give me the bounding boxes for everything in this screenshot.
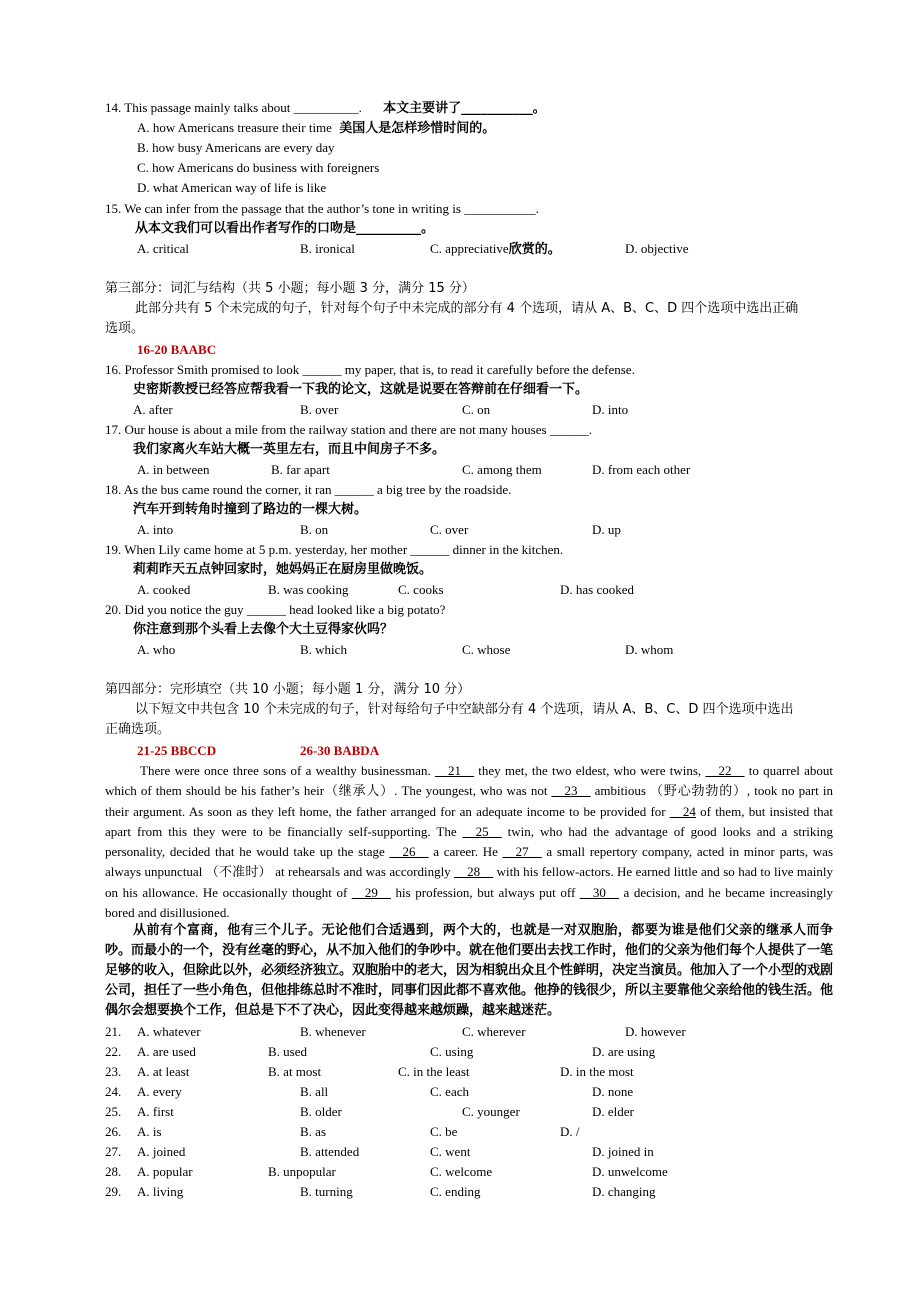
q17-option-d: D. from each other: [592, 462, 691, 477]
q19-option-d: D. has cooked: [560, 582, 635, 597]
part4-answer-key-1: 21-25 BBCCD: [137, 743, 217, 758]
q21-option-d: D. however: [625, 1024, 686, 1039]
q14-option-a: A. how Americans treasure their time 美国人是怎样珍惜时间的。: [137, 120, 496, 136]
q22-option-c: C. using: [430, 1044, 474, 1059]
q21-option-a: A. whatever: [137, 1024, 201, 1039]
q19-option-b: B. was cooking: [268, 582, 349, 597]
blank-25: __25__: [462, 824, 502, 839]
q20-option-d: D. whom: [625, 642, 674, 657]
option-row-23: 23.: [105, 1064, 122, 1079]
part4-instructions: 以下短文中共包含 10 个未完成的句子，针对每给句子中空缺部分有 4 个选项，请从 A、B、C、D 四个选项中选出: [135, 702, 794, 717]
option-row-28: 28.: [105, 1164, 122, 1179]
q16-stem: 16. Professor Smith promised to look ______ my paper, that is, to read it carefully before the defense.: [105, 362, 635, 377]
blank-27: __27__: [502, 844, 542, 859]
q23-option-b: B. at most: [268, 1064, 322, 1079]
q19-stem: 19. When Lily came home at 5 p.m. yesterday, her mother ______ dinner in the kitchen.: [105, 542, 564, 557]
q15-option-c-zh: 欣赏的。: [508, 242, 561, 257]
q25-option-b: B. older: [300, 1104, 342, 1119]
option-row-21: 21.: [105, 1024, 122, 1039]
q20-translation: 你注意到那个头看上去像个大土豆得家伙吗？: [133, 622, 394, 637]
blank-24: __24: [669, 804, 696, 819]
part4-title: 第四部分：完形填空（共 10 小题；每小题 1 分，满分 10 分）: [105, 682, 471, 697]
option-row-29: 29.: [105, 1184, 122, 1199]
gloss-ambitious: （野心勃勃的）: [650, 784, 747, 799]
q18-stem: 18. As the bus came round the corner, it ran ______ a big tree by the roadside.: [105, 482, 512, 497]
q26-option-b: B. as: [300, 1124, 326, 1139]
q15-option-d: D. objective: [625, 241, 689, 256]
q22-option-b: B. used: [268, 1044, 307, 1059]
q23-option-d: D. in the most: [560, 1064, 634, 1079]
part4-answer-key-2: 26-30 BABDA: [300, 743, 380, 758]
q14-option-b: B. how busy Americans are every day: [137, 140, 335, 155]
q14-option-d: D. what American way of life is like: [137, 180, 327, 195]
cloze-passage-translation: 从前有个富商，他有三个儿子。无论他们合适遇到，两个大的，也就是一对双胞胎，都要为谁是他们父亲的继承人而争吵。而最小的一个，没有丝毫的野心，从不加入他们的争吵中。就在他们要出去找工作时，他们的父亲为他们每个人提供了一笔足够的收入，但除此以外，必须经济独立。双胞胎中的老大，因为相貌出众且个性鲜明，决定当演员。他加入了一个小型的戏剧公司，担任了一些小角色，但他排练总时不准时，同事们因此都不喜欢他。他挣的钱很少，所以主要靠他父亲给他的钱生活。他偶尔会想要换个工作，但总是下不了决心，因此变得越来越烦躁，越来越迷茫。: [105, 923, 834, 1018]
q26-option-a: A. is: [137, 1124, 162, 1139]
q24-option-c: C. each: [430, 1084, 469, 1099]
q29-option-d: D. changing: [592, 1184, 656, 1199]
q17-option-c: C. among them: [462, 462, 542, 477]
q20-option-a: A. who: [137, 642, 176, 657]
blank-30: __30__: [579, 885, 619, 900]
q19-translation: 莉莉昨天五点钟回家时，她妈妈正在厨房里做晚饭。: [133, 562, 433, 577]
q23-option-c: C. in the least: [398, 1064, 470, 1079]
q22-option-d: D. are using: [592, 1044, 656, 1059]
q14-option-a-zh: 美国人是怎样珍惜时间的。: [339, 121, 496, 136]
q16-option-b: B. over: [300, 402, 339, 417]
part3-instructions: 此部分共有 5 个未完成的句子，针对每个句子中未完成的部分有 4 个选项，请从 A、B、C、D 四个选项中选出正确: [135, 301, 799, 316]
q16-option-c: C. on: [462, 402, 491, 417]
q28-option-a: A. popular: [137, 1164, 193, 1179]
q17-option-a: A. in between: [137, 462, 210, 477]
q29-option-b: B. turning: [300, 1184, 353, 1199]
q18-option-d: D. up: [592, 522, 621, 537]
q19-option-a: A. cooked: [137, 582, 191, 597]
option-row-27: 27.: [105, 1144, 122, 1159]
q17-option-b: B. far apart: [271, 462, 330, 477]
q15-option-c: C. appreciative欣赏的。: [430, 241, 561, 257]
q15-stem-zh: 从本文我们可以看出作者写作的口吻是__________。: [135, 221, 435, 236]
q17-stem: 17. Our house is about a mile from the railway station and there are not many houses ______.: [105, 422, 593, 437]
q21-option-b: B. whenever: [300, 1024, 366, 1039]
q18-option-c: C. over: [430, 522, 469, 537]
q16-translation: 史密斯教授已经答应帮我看一下我的论文，这就是说要在答辩前在仔细看一下。: [133, 382, 589, 397]
blank-26: __26__: [389, 844, 429, 859]
blank-21: __21__: [434, 763, 474, 778]
q14-stem: 14. This passage mainly talks about __________. 本文主要讲了___________。: [105, 100, 546, 116]
q28-option-c: C. welcome: [430, 1164, 493, 1179]
q28-option-d: D. unwelcome: [592, 1164, 668, 1179]
q16-option-d: D. into: [592, 402, 629, 417]
option-row-26: 26.: [105, 1124, 122, 1139]
q27-option-a: A. joined: [137, 1144, 186, 1159]
q27-option-c: C. went: [430, 1144, 471, 1159]
q17-translation: 我们家离火车站大概一英里左右，而且中间房子不多。: [133, 442, 446, 457]
q26-option-c: C. be: [430, 1124, 458, 1139]
option-row-24: 24.: [105, 1084, 122, 1099]
q26-option-d: D. /: [560, 1124, 580, 1139]
q15-option-b: B. ironical: [300, 241, 355, 256]
q24-option-b: B. all: [300, 1084, 329, 1099]
blank-23: __23__: [551, 783, 591, 798]
part4-instructions-cont: 正确选项。: [105, 722, 171, 737]
q20-option-c: C. whose: [462, 642, 511, 657]
blank-22: __22__: [705, 763, 745, 778]
q22-option-a: A. are used: [137, 1044, 196, 1059]
part3-instructions-cont: 选项。: [105, 321, 145, 336]
q18-option-b: B. on: [300, 522, 329, 537]
q29-option-a: A. living: [137, 1184, 184, 1199]
q25-option-a: A. first: [137, 1104, 174, 1119]
cloze-passage: There were once three sons of a wealthy businessman. __21__ they met, the two eldest, who were twins, __22__ to quarrel about which of them should be his father’s heir（继承人）. The youngest, who was not __23__ ambitious （野心勃勃的）, took no part in their argument. As soon as they left home, the father arranged for an adequate income to be provided for __24 of them, but insisted that apart from this they were to be financially self-supporting. The __25__ twin, who had the advantage of good looks and a striking personality, decided that he would take up the stage __26__ a career. He __27__ a small repertory company, acted in minor parts, was always unpunctual （不准时） at rehearsals and was accordingly __28__ with his fellow-actors. He earned little and so had to live mainly on his allowance. He occasionally thought of __29__ his profession, but always put off __30__ a decision, and he became increasingly bored and disillusioned.: [105, 763, 834, 920]
q28-option-b: B. unpopular: [268, 1164, 336, 1179]
option-row-25: 25.: [105, 1104, 122, 1119]
q20-stem: 20. Did you notice the guy ______ head looked like a big potato?: [105, 602, 446, 617]
option-row-22: 22.: [105, 1044, 122, 1059]
q25-option-d: D. elder: [592, 1104, 634, 1119]
gloss-heir: （继承人）: [324, 784, 395, 799]
q25-option-c: C. younger: [462, 1104, 520, 1119]
blank-28: __28__: [454, 864, 494, 879]
q19-option-c: C. cooks: [398, 582, 444, 597]
q29-option-c: C. ending: [430, 1184, 481, 1199]
q24-option-a: A. every: [137, 1084, 182, 1099]
q27-option-b: B. attended: [300, 1144, 360, 1159]
q27-option-d: D. joined in: [592, 1144, 654, 1159]
q24-option-d: D. none: [592, 1084, 634, 1099]
q15-option-a: A. critical: [137, 241, 189, 256]
q15-stem: 15. We can infer from the passage that the author’s tone in writing is ___________.: [105, 201, 539, 216]
q18-option-a: A. into: [137, 522, 174, 537]
q16-option-a: A. after: [133, 402, 173, 417]
q21-option-c: C. wherever: [462, 1024, 526, 1039]
blank-29: __29__: [351, 885, 391, 900]
part3-answer-key: 16-20 BAABC: [137, 342, 217, 357]
q14-stem-zh: 本文主要讲了___________。: [383, 101, 546, 116]
q14-option-c: C. how Americans do business with foreigners: [137, 160, 380, 175]
gloss-unpunctual: （不准时）: [205, 865, 272, 880]
q18-translation: 汽车开到转角时撞到了路边的一棵大树。: [133, 502, 368, 517]
q20-option-b: B. which: [300, 642, 347, 657]
q23-option-a: A. at least: [137, 1064, 190, 1079]
part3-title: 第三部分：词汇与结构（共 5 小题；每小题 3 分，满分 15 分）: [105, 281, 475, 296]
